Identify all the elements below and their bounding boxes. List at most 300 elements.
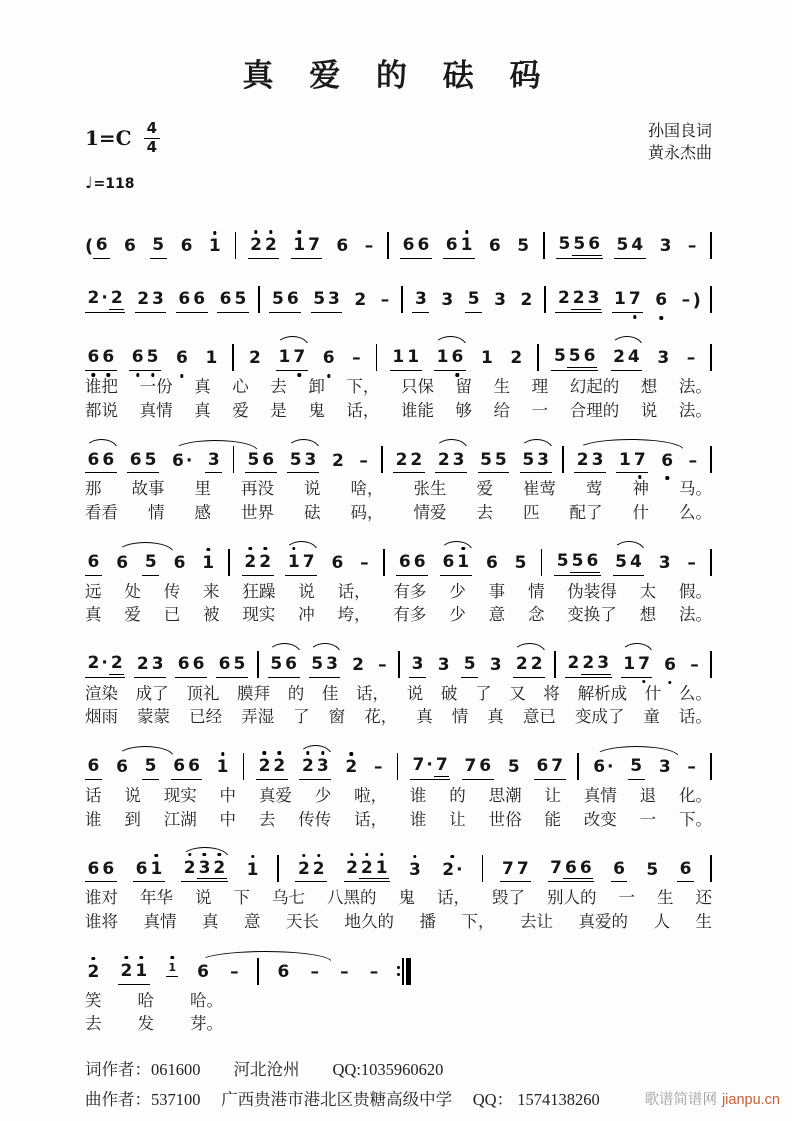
note-token	[127, 451, 159, 474]
lyric-syllable: 一份	[139, 377, 173, 396]
augmentation-dot: ·	[426, 755, 433, 776]
note-digit: 6	[87, 449, 100, 470]
note-token	[440, 861, 465, 883]
lyric-syllable: 来	[203, 581, 220, 601]
lyric-syllable: 窗	[328, 707, 346, 727]
note-digit: 6	[102, 858, 115, 879]
lyric-syllable: 让	[449, 809, 466, 829]
lyric-line	[85, 582, 712, 603]
watermark-site-name: 歌谱简谱网	[644, 1092, 717, 1108]
note-digit: 3	[304, 449, 317, 470]
note-digit: 1	[436, 347, 449, 368]
lyric-syllable: 里	[194, 479, 211, 499]
note-digit: 7	[632, 451, 647, 471]
watermark-domain-link[interactable]: jianpu.cn	[721, 1092, 780, 1108]
lyric-syllable: 什	[644, 683, 662, 703]
lyric-syllable: 情	[451, 707, 469, 727]
note-token	[685, 554, 699, 576]
note-digit: 2	[345, 859, 360, 880]
note-digit: 6	[445, 235, 458, 256]
barline	[383, 549, 385, 576]
slur-arc	[268, 643, 301, 654]
lyric-syllable: 鬼	[308, 400, 325, 420]
octave-dot-above	[321, 751, 324, 754]
note-token	[247, 349, 264, 371]
octave-dot-above	[278, 751, 281, 754]
note-token	[679, 290, 701, 313]
note-digit: 1	[292, 236, 307, 256]
music-system	[85, 638, 712, 728]
octave-dot-above	[125, 956, 128, 959]
composer-contact: 曲作者：537100 广西贵港市港北区贵糖高级中学 QQ： 1574138260	[85, 1090, 600, 1110]
note-token	[85, 654, 125, 678]
note-digit: 6	[130, 348, 145, 368]
lyric-syllable: 谁将	[85, 911, 118, 931]
note-digit: 7	[464, 756, 477, 777]
lyric-syllable: 话，	[354, 809, 388, 829]
note-token	[85, 553, 102, 576]
note-token	[195, 963, 212, 985]
note-digit: 2	[567, 653, 580, 674]
lyric-syllable: 化。	[678, 786, 712, 805]
music-system	[85, 219, 712, 259]
note-digit: 5	[480, 449, 492, 470]
note-digit: –	[359, 450, 368, 471]
note-digit: 2	[530, 654, 543, 675]
note-digit: 7	[502, 858, 514, 879]
note-token	[242, 553, 274, 576]
note-digit: 6	[660, 452, 675, 472]
lyric-syllable: 顶礼	[186, 683, 220, 703]
note-digit: 3	[328, 289, 340, 310]
lyric-syllable: 幻起的	[569, 377, 620, 396]
lyric-syllable: 事	[488, 581, 506, 601]
barline	[710, 855, 712, 882]
lyric-syllable: 说	[406, 683, 424, 703]
note-token	[656, 758, 673, 780]
note-digit: 5	[311, 654, 324, 675]
lyric-syllable: 莺	[586, 479, 603, 499]
lyric-syllable: 爱	[232, 400, 249, 420]
note-digit: 2	[119, 962, 134, 982]
lyric-syllable: 鬼	[398, 888, 415, 908]
lyric-syllable: 现实	[242, 605, 276, 625]
note-digit: 6	[86, 348, 101, 368]
note-token	[244, 861, 261, 883]
lyric-syllable: 被	[203, 605, 220, 625]
augmentation-dot: ·	[185, 450, 193, 471]
lyric-syllable: 够	[455, 400, 472, 420]
note-digit: 6	[177, 654, 190, 675]
note-digit: 6	[87, 551, 100, 572]
note-token	[248, 236, 280, 259]
time-signature	[144, 121, 160, 156]
lyric-syllable: 真情	[583, 786, 617, 805]
note-digit: 6	[488, 236, 501, 257]
note-token	[611, 348, 643, 371]
quarter-note-icon: ♩	[85, 173, 93, 192]
note-token	[656, 554, 673, 576]
note-token	[393, 451, 425, 474]
repeat-dots	[397, 966, 400, 976]
octave-dot-above	[465, 230, 468, 233]
note-token	[520, 451, 552, 474]
notes-row	[85, 273, 712, 313]
lyric-syllable: 世俗	[488, 809, 522, 829]
note-digit: 6	[101, 348, 116, 368]
note-digit: 6	[485, 552, 498, 573]
lyric-syllable: 给	[493, 400, 511, 420]
lyric-syllable: 说	[298, 581, 315, 601]
note-digit: 2	[557, 288, 570, 309]
lyric-syllable: 能	[544, 809, 561, 829]
note-digit: 5	[144, 449, 157, 470]
octave-dot-above	[451, 855, 454, 858]
note-digit: 5	[571, 550, 584, 571]
note-digit: 3	[152, 289, 164, 310]
note-token	[268, 655, 300, 678]
note-digit: 2 ·	[87, 653, 108, 674]
lyric-syllable: 垮，	[337, 605, 371, 625]
note-digit: 5	[646, 859, 659, 880]
note-token	[574, 451, 606, 474]
lyric-syllable: 合理的	[569, 400, 620, 420]
lyric-syllable: 到	[124, 809, 141, 829]
octave-dot-above	[170, 956, 173, 959]
note-digit: 2	[510, 348, 523, 369]
score-header-row	[85, 121, 712, 165]
lyric-syllable: 退	[639, 786, 657, 805]
lyric-syllable: 话，	[356, 683, 390, 703]
note-token	[357, 452, 371, 474]
lyric-syllable: 的	[287, 683, 305, 703]
lyric-syllable: 传	[163, 581, 181, 601]
augmentation-dot: ·	[607, 757, 614, 778]
note-digit: 2	[249, 348, 261, 369]
time-signature-denominator: 4	[146, 137, 158, 156]
lyric-syllable: 卸	[308, 377, 325, 396]
lyric-syllable: 情爱	[413, 502, 447, 522]
lyric-syllable: 什	[632, 502, 649, 522]
note-digit: 7	[627, 290, 642, 310]
note-token	[245, 451, 277, 474]
note-digit: 2	[354, 290, 367, 311]
lyric-syllable: 中	[219, 786, 237, 805]
octave-dot-above	[263, 751, 266, 754]
note-token	[612, 290, 644, 313]
note-token	[556, 235, 603, 259]
notes-row	[85, 331, 712, 371]
note-digit: –	[688, 450, 698, 471]
lyric-syllable: 话，	[437, 888, 470, 908]
lyric-syllable: 想	[639, 605, 657, 625]
note-digit: 5	[553, 346, 566, 367]
note-token	[555, 289, 602, 313]
lyric-syllable: 真情	[143, 911, 177, 931]
note-token	[440, 553, 472, 576]
octave-dot-above	[317, 854, 320, 857]
lyric-syllable: 少	[449, 581, 466, 601]
note-token	[614, 236, 646, 259]
note-digit: –	[690, 655, 699, 676]
note-token	[684, 349, 698, 371]
note-token	[205, 451, 222, 474]
octave-dot-below	[642, 680, 645, 683]
note-digit: 1	[245, 861, 260, 881]
note-token	[554, 552, 601, 576]
note-digit: 5	[616, 235, 629, 256]
note-digit: 6	[583, 346, 596, 367]
note-digit: 1	[205, 348, 218, 369]
note-digit: 6	[175, 349, 190, 369]
music-system	[85, 842, 712, 932]
note-token	[85, 348, 117, 371]
slur-arc	[613, 541, 646, 552]
note-digit: –	[230, 961, 239, 982]
note-token	[114, 758, 131, 780]
note-digit: 2	[257, 757, 272, 777]
barline	[543, 232, 545, 259]
note-digit: 6	[95, 235, 108, 256]
note-digit: 1	[623, 654, 636, 675]
note-token	[176, 290, 208, 313]
lyric-syllable: 话，	[337, 581, 371, 601]
lyric-syllable: 有多	[393, 605, 427, 625]
note-token	[276, 348, 308, 371]
octave-dot-above	[188, 853, 191, 856]
note-token	[655, 349, 672, 371]
note-digit: 5	[289, 449, 302, 470]
lyric-line	[85, 1014, 223, 1035]
note-digit: 6	[402, 235, 415, 256]
lyric-syllable: 去	[85, 1014, 102, 1034]
note-digit: –	[340, 961, 349, 982]
lyric-syllable: 话	[85, 786, 102, 805]
barline	[554, 651, 556, 678]
lyric-syllable: 生	[695, 911, 712, 931]
lyric-syllable: 么。	[678, 683, 712, 703]
note-digit: 3	[537, 449, 549, 470]
lyric-syllable: 天长	[286, 911, 319, 931]
lyric-syllable: 真	[416, 707, 433, 727]
lyric-syllable: 谁能	[400, 400, 434, 420]
note-digit: 2	[576, 449, 589, 470]
note-token	[410, 756, 450, 780]
note-digit: 5	[233, 654, 246, 675]
note-token	[129, 348, 161, 371]
lyric-syllable: 故事	[131, 479, 165, 499]
note-token	[677, 860, 694, 883]
lyric-syllable: 去	[270, 377, 287, 396]
note-digit: 2	[110, 653, 123, 674]
lyric-syllable: 传传	[298, 809, 332, 829]
octave-dot-above	[140, 956, 143, 959]
barline	[232, 344, 234, 371]
tempo-marking	[85, 173, 712, 193]
note-token	[686, 452, 700, 474]
octave-dot-below	[151, 373, 154, 376]
note-digit: 5	[144, 756, 157, 777]
note-digit: 3	[151, 654, 164, 675]
barline	[258, 286, 260, 313]
note-token	[85, 289, 125, 313]
lyric-syllable: 人	[653, 911, 670, 931]
lyric-syllable: 下。	[678, 809, 712, 829]
lyric-syllable: 是	[270, 400, 287, 420]
note-digit: 6	[285, 654, 298, 675]
lyric-syllable: 冲	[298, 605, 315, 625]
note-digit: 2	[515, 654, 528, 675]
notes-row	[85, 842, 712, 882]
note-token	[439, 291, 456, 313]
lyric-syllable: 说	[640, 400, 658, 420]
lyric-syllable: 少	[449, 605, 466, 625]
lyric-syllable: 说	[195, 888, 212, 908]
lyricist-contact: 词作者：061600 河北沧州 QQ:1035960620	[85, 1059, 444, 1079]
note-digit: 5	[144, 551, 157, 572]
lyric-syllable: 了	[293, 707, 310, 727]
note-digit: 2	[296, 860, 311, 880]
note-digit: 1	[149, 860, 164, 880]
note-digit: 6	[173, 756, 186, 777]
lyric-syllable: 乌七	[272, 888, 305, 908]
note-digit: 1	[207, 237, 222, 257]
lyric-line	[85, 401, 712, 422]
note-token	[621, 655, 653, 678]
note-digit: 3	[207, 449, 220, 470]
note-digit: 4	[627, 347, 640, 368]
note-digit: 1	[480, 348, 493, 369]
barline	[228, 549, 230, 576]
note-digit: 6	[679, 858, 692, 879]
note-digit: 2	[110, 288, 123, 309]
note-token	[352, 291, 369, 313]
note-digit: 5	[514, 552, 527, 573]
note-token	[142, 553, 159, 576]
note-token	[217, 290, 249, 313]
lyric-syllable: 那	[85, 479, 102, 499]
note-token	[308, 963, 322, 985]
lyric-syllable: 一	[618, 888, 635, 908]
notes-row	[85, 638, 712, 678]
note-token	[174, 349, 191, 371]
lyric-syllable: 成了	[135, 683, 169, 703]
octave-dot-above	[251, 855, 254, 858]
note-digit: 6	[579, 857, 592, 878]
lyric-syllable: 想	[640, 377, 658, 396]
slur-arc	[309, 643, 342, 654]
note-digit: 7	[551, 756, 564, 777]
note-digit: 3	[597, 653, 610, 674]
score-systems	[85, 219, 712, 1035]
barline	[562, 446, 564, 473]
note-token	[478, 451, 510, 474]
note-digit: 5	[313, 289, 326, 310]
note-token	[659, 452, 676, 474]
note-token	[435, 451, 467, 474]
note-digit: 6	[586, 550, 599, 571]
note-digit: 5	[507, 757, 520, 778]
octave-dot-above	[155, 854, 158, 857]
note-digit: 3	[437, 655, 450, 676]
slur-arc	[285, 541, 318, 552]
note-token	[133, 860, 165, 883]
lyric-syllable: 去让	[520, 911, 553, 931]
octave-dot-above	[221, 752, 224, 755]
note-digit: 3	[659, 236, 672, 257]
note-token	[329, 452, 346, 474]
note-token	[465, 290, 482, 313]
note-digit: 6	[129, 449, 142, 470]
lyric-syllable: 留	[455, 377, 472, 396]
note-digit: 6	[173, 552, 186, 573]
lyric-syllable: 啦，	[354, 786, 388, 805]
note-digit: 2	[437, 449, 450, 470]
lyric-syllable: 弄湿	[241, 707, 275, 727]
note-digit: 2	[311, 860, 326, 880]
note-digit: 6	[197, 961, 209, 982]
note-token	[688, 656, 702, 678]
lyric-syllable: 又	[509, 683, 526, 703]
octave-dot-above	[206, 548, 209, 551]
note-digit: 2	[258, 553, 273, 573]
note-token	[508, 349, 525, 371]
note-token	[85, 451, 117, 474]
note-digit: 3	[657, 348, 670, 369]
note-digit: 6	[413, 551, 426, 572]
note-token	[565, 654, 612, 678]
note-digit: 6	[564, 857, 577, 878]
note-token	[376, 656, 390, 678]
lyric-syllable: 已	[163, 605, 181, 625]
note-digit: 3	[414, 289, 427, 310]
lyric-syllable: 芽。	[189, 1014, 223, 1034]
note-digit: 1	[134, 962, 149, 982]
barline	[277, 855, 279, 882]
lyric-syllable: 八黑的	[327, 888, 377, 908]
barline	[537, 344, 539, 371]
lyric-syllable: 思潮	[488, 786, 522, 805]
lyric-syllable: 膜拜	[237, 683, 271, 703]
note-digit: 5	[568, 346, 581, 367]
note-token	[291, 236, 323, 259]
slur-arc	[299, 745, 332, 756]
end-repeat-barline	[397, 958, 411, 985]
octave-dot-above	[254, 230, 257, 233]
barline	[710, 549, 712, 576]
note-token	[435, 656, 452, 678]
note-digit: 3	[494, 290, 506, 311]
note-digit: 6	[613, 858, 625, 879]
lyric-line	[85, 605, 712, 626]
note-token	[175, 655, 207, 678]
note-digit: 6	[135, 858, 148, 879]
note-digit: –	[360, 552, 369, 573]
barline	[398, 651, 400, 678]
note-digit: 2 ·	[87, 288, 108, 309]
lyric-syllable: 情	[148, 502, 165, 522]
lyric-syllable: 下	[233, 888, 250, 908]
slur-arc	[513, 643, 546, 654]
octave-dot-below	[456, 373, 459, 376]
note-digit: 5	[494, 449, 507, 470]
lyric-syllable: 神	[632, 479, 649, 499]
slur-arc	[434, 336, 467, 347]
note-digit: 6	[87, 756, 100, 777]
note-digit: 3	[452, 449, 465, 470]
note-token	[653, 291, 670, 313]
lyric-syllable: 了	[475, 683, 492, 703]
